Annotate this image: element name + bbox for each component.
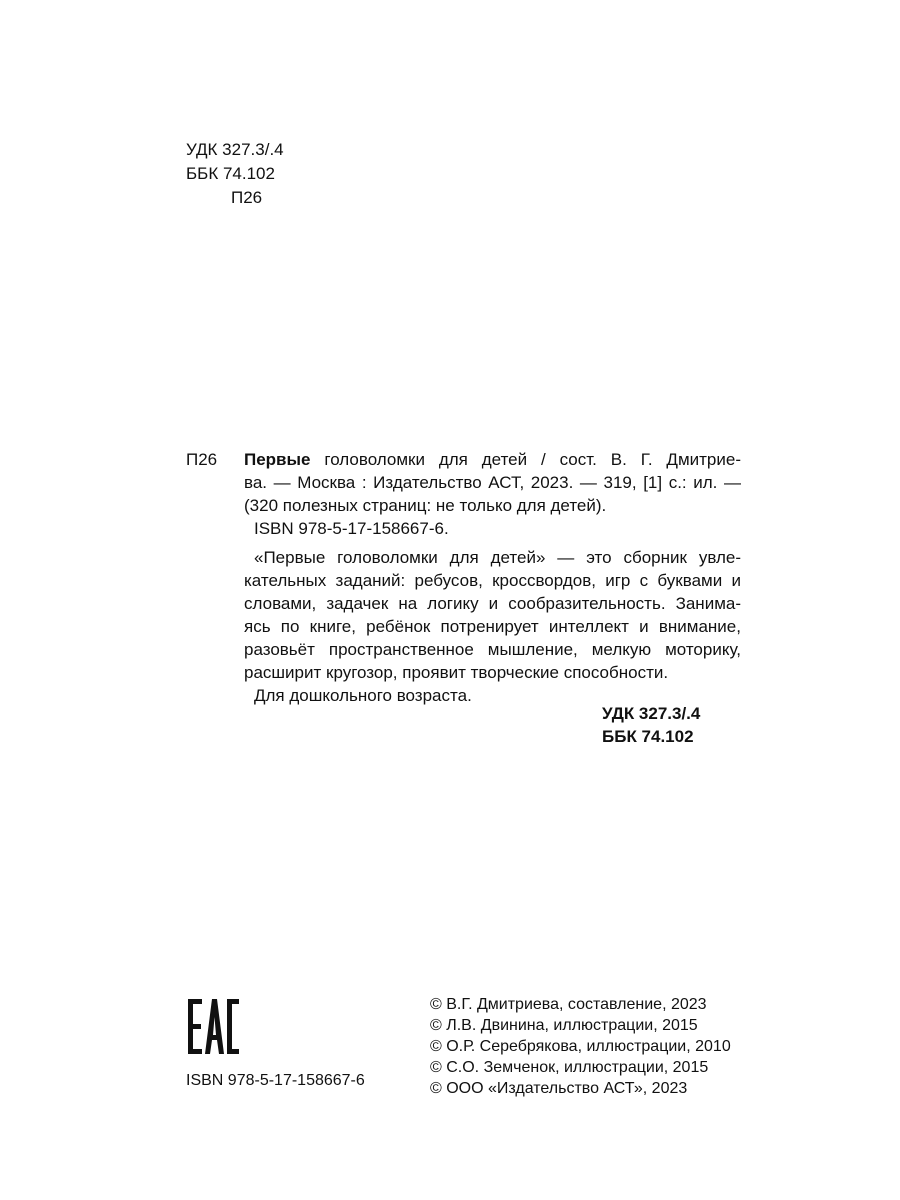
copyright-line: © В.Г. Дмитриева, составление, 2023	[430, 996, 707, 1013]
description-line-1: «Первые головоломки для детей» — это сборник увле-	[254, 548, 741, 567]
entry-code: П26	[186, 450, 218, 469]
top-author-code: П26	[231, 188, 263, 207]
copyright-line: © Л.В. Двинина, иллюстрации, 2015	[430, 1017, 698, 1034]
age-rating: Для дошкольного возраста.	[254, 686, 472, 705]
copyright-line: © ООО «Издательство АСТ», 2023	[430, 1080, 688, 1097]
top-udk-code: УДК 327.3/.4	[186, 140, 284, 159]
bibliographic-entry	[186, 448, 741, 707]
entry-title-bold: Первые	[244, 450, 311, 469]
copyright-line: © С.О. Земченок, иллюстрации, 2015	[430, 1059, 709, 1076]
copyright-line: © О.Р. Серебрякова, иллюстрации, 2010	[430, 1038, 731, 1055]
entry-title-rest: головоломки для детей / сост. В. Г. Дмитрие-	[324, 450, 741, 469]
classification-block	[602, 702, 700, 748]
description-line-3: словами, задачек на логику и сообразительность. Занима-	[244, 594, 741, 613]
right-udk-code: УДК 327.3/.4	[602, 704, 701, 723]
description-line-5: разовьёт пространственное мышление, мелкую моторику,	[244, 640, 741, 659]
top-bbk-code: ББК 74.102	[186, 164, 275, 183]
copyright-list	[430, 994, 731, 1099]
description-line-2: кательных заданий: ребусов, кроссвордов, игр с буквами и	[244, 571, 741, 590]
entry-line-2: ва. — Москва : Издательство АСТ, 2023. — 319, [1] с.: ил. —	[244, 473, 741, 492]
description-line-6: расширит кругозор, проявит творческие способности.	[244, 663, 669, 682]
entry-title-line	[244, 448, 741, 471]
eac-mark-icon	[186, 997, 241, 1056]
entry-first-line	[186, 448, 741, 471]
right-bbk-code: ББК 74.102	[602, 727, 694, 746]
entry-isbn: ISBN 978-5-17-158667-6.	[254, 519, 449, 538]
footer-isbn: ISBN 978-5-17-158667-6	[186, 1072, 365, 1089]
entry-line-3: (320 полезных страниц: не только для детей).	[244, 496, 607, 515]
description-line-4: ясь по книге, ребёнок потренирует интеллект и внимание,	[244, 617, 741, 636]
